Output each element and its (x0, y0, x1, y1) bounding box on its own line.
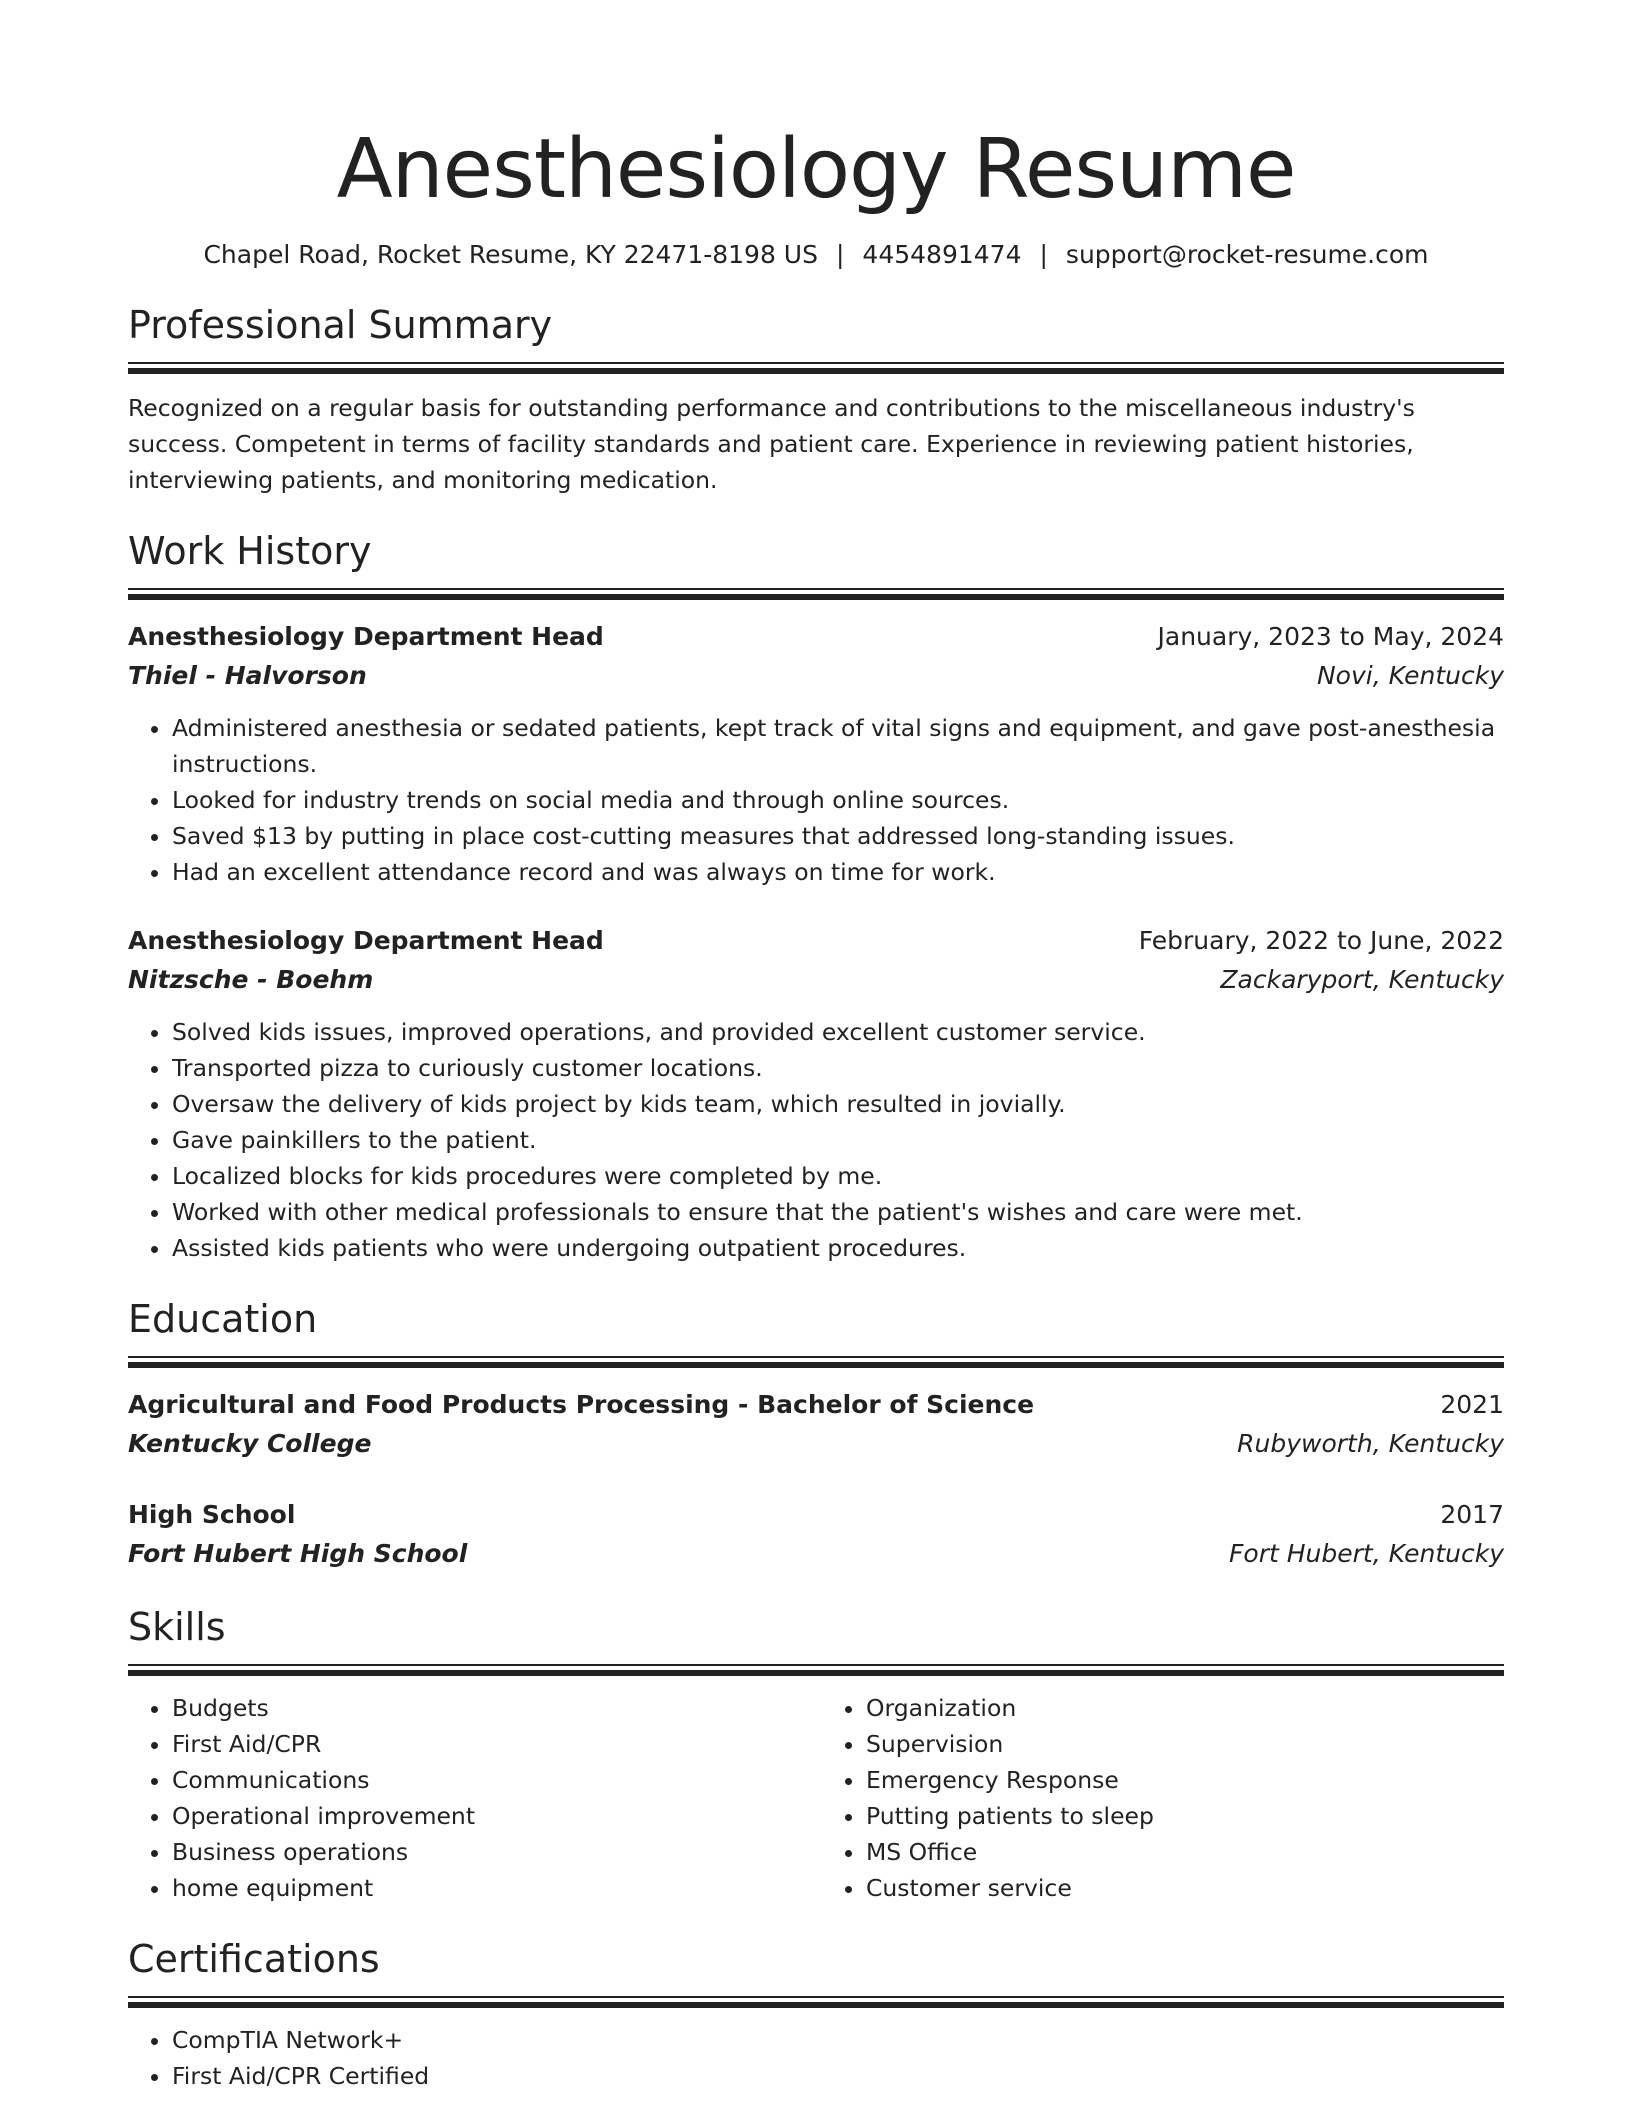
contact-email: support@rocket-resume.com (1065, 240, 1429, 269)
job-bullet: • Administered anesthesia or sedated patients, kept track of vital signs and equipment, and gave post-anesthesia instructions. (172, 710, 1504, 782)
education-location: Fort Hubert, Kentucky (1229, 1539, 1504, 1568)
job-bullet: • Solved kids issues, improved operations, and provided excellent customer service. (172, 1014, 1504, 1050)
skills-list (128, 1690, 1504, 1906)
job-title: Anesthesiology Department Head (128, 926, 604, 955)
section-title-certifications: Certifications (128, 1937, 380, 1981)
education-entry (128, 1386, 1504, 1464)
skills-column-right (816, 1690, 1504, 1906)
summary-text: Recognized on a regular basis for outstanding performance and contributions to the miscellaneous industry's success. Competent in terms of facility standards and patient care. Experience in reviewing patient histories, interviewing patients, and monitoring medication. (128, 394, 1415, 494)
resume-page (128, 120, 1504, 2094)
job-bullet: • Gave painkillers to the patient. (172, 1122, 1504, 1158)
job-bullet: • Worked with other medical professionals to ensure that the patient's wishes and care were met. (172, 1194, 1504, 1230)
job-bullet: • Saved $13 by putting in place cost-cutting measures that addressed long-standing issues. (172, 818, 1504, 854)
skill-item: • Operational improvement (172, 1798, 816, 1834)
contact-phone: 4454891474 (862, 240, 1022, 269)
skill-item: • Budgets (172, 1690, 816, 1726)
education-degree: High School (128, 1500, 296, 1529)
education-entry (128, 1496, 1504, 1574)
job-employer: Thiel - Halvorson (128, 661, 367, 690)
skill-item: • First Aid/CPR (172, 1726, 816, 1762)
skills-section (128, 1604, 1504, 1906)
work-history-section (128, 528, 1504, 1266)
skill-item: • Organization (866, 1690, 1504, 1726)
job-title: Anesthesiology Department Head (128, 622, 604, 651)
section-divider (128, 588, 1504, 600)
skill-item: • Emergency Response (866, 1762, 1504, 1798)
section-title-skills: Skills (128, 1605, 226, 1649)
skill-item: • Communications (172, 1762, 816, 1798)
education-year: 2021 (1440, 1390, 1504, 1419)
summary-section (128, 302, 1504, 498)
contact-separator: | (1039, 240, 1048, 269)
education-degree: Agricultural and Food Products Processing - Bachelor of Science (128, 1390, 1035, 1419)
job-entry (128, 618, 1504, 890)
section-divider (128, 362, 1504, 374)
education-school: Fort Hubert High School (128, 1539, 468, 1568)
skills-column-left (128, 1690, 816, 1906)
job-bullets (128, 1014, 1504, 1266)
contact-separator: | (835, 240, 845, 269)
skill-item: • Business operations (172, 1834, 816, 1870)
section-title-summary: Professional Summary (128, 303, 553, 347)
job-location: Zackaryport, Kentucky (1220, 965, 1504, 994)
job-bullet: • Localized blocks for kids procedures were completed by me. (172, 1158, 1504, 1194)
job-dates: February, 2022 to June, 2022 (1138, 926, 1504, 955)
job-dates: January, 2023 to May, 2024 (1157, 622, 1504, 651)
contact-address: Chapel Road, Rocket Resume, KY 22471-8198 US (203, 240, 818, 269)
education-school: Kentucky College (128, 1429, 372, 1458)
job-bullet: • Had an excellent attendance record and was always on time for work. (172, 854, 1504, 890)
education-year: 2017 (1440, 1500, 1504, 1529)
resume-name: Anesthesiology Resume (336, 122, 1296, 217)
section-divider (128, 1996, 1504, 2008)
certification-item: • First Aid/CPR Certified (172, 2058, 1504, 2094)
certification-item: • CompTIA Network+ (172, 2022, 1504, 2058)
education-location: Rubyworth, Kentucky (1237, 1429, 1504, 1458)
job-location: Novi, Kentucky (1316, 661, 1504, 690)
job-entry (128, 922, 1504, 1266)
certifications-section (128, 1936, 1504, 2094)
section-divider (128, 1664, 1504, 1676)
skill-item: • MS Office (866, 1834, 1504, 1870)
certifications-list (128, 2022, 1504, 2094)
job-bullet: • Oversaw the delivery of kids project by kids team, which resulted in jovially. (172, 1086, 1504, 1122)
skill-item: • Customer service (866, 1870, 1504, 1906)
job-bullet: • Assisted kids patients who were undergoing outpatient procedures. (172, 1230, 1504, 1266)
skill-item: • Putting patients to sleep (866, 1798, 1504, 1834)
skill-item: • home equipment (172, 1870, 816, 1906)
job-employer: Nitzsche - Boehm (128, 965, 374, 994)
job-bullets (128, 710, 1504, 890)
skill-item: • Supervision (866, 1726, 1504, 1762)
job-bullet: • Transported pizza to curiously customer locations. (172, 1050, 1504, 1086)
job-bullet: • Looked for industry trends on social media and through online sources. (172, 782, 1504, 818)
section-title-work: Work History (128, 529, 372, 573)
contact-line (128, 238, 1504, 272)
education-section (128, 1296, 1504, 1574)
section-title-education: Education (128, 1297, 318, 1341)
section-divider (128, 1356, 1504, 1368)
